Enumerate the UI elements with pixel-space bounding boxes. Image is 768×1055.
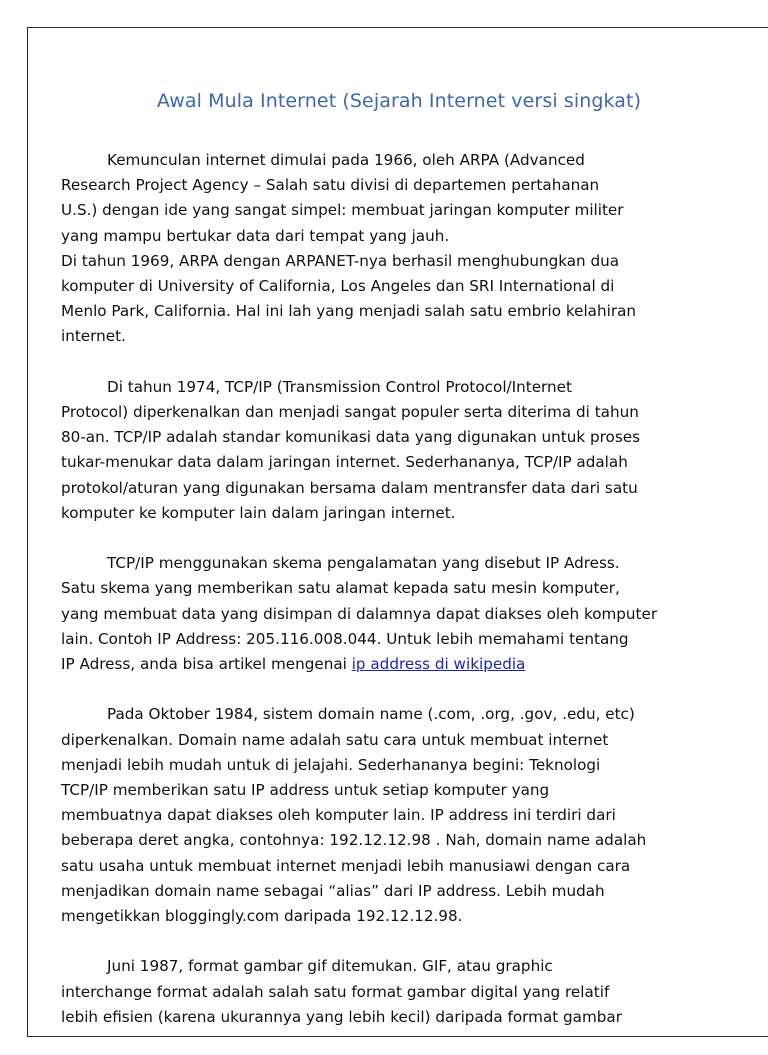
paragraph-tcpip <box>61 375 691 526</box>
text-line: Di tahun 1969, ARPA dengan ARPANET-nya berhasil menghubungkan dua <box>61 251 620 270</box>
text-line: mengetikkan bloggingly.com daripada 192.12.12.98. <box>61 907 463 926</box>
page-title: Awal Mula Internet (Sejarah Internet versi singkat) <box>156 90 642 112</box>
text-line: menjadi lebih mudah untuk di jelajahi. Sederhananya begini: Teknologi <box>61 755 601 774</box>
text-line-prefix: IP Adress, anda bisa artikel mengenai <box>61 655 352 674</box>
text-line: satu usaha untuk membuat internet menjadi lebih manusiawi dengan cara <box>61 856 631 875</box>
text-line: diperkenalkan. Domain name adalah satu cara untuk membuat internet <box>61 730 609 749</box>
text-line: interchange format adalah salah satu format gambar digital yang relatif <box>61 982 610 1001</box>
text-line: Juni 1987, format gambar gif ditemukan. GIF, atau graphic <box>107 957 553 976</box>
text-line: Menlo Park, California. Hal ini lah yang menjadi salah satu embrio kelahiran <box>61 302 637 321</box>
text-line: 80-an. TCP/IP adalah standar komunikasi data yang digunakan untuk proses <box>61 428 641 447</box>
text-line: TCP/IP memberikan satu IP address untuk setiap komputer yang <box>61 781 550 800</box>
wikipedia-link[interactable]: ip address di wikipedia <box>351 655 526 674</box>
text-line: beberapa deret angka, contohnya: 192.12.12.98 . Nah, domain name adalah <box>61 831 647 850</box>
text-line: komputer ke komputer lain dalam jaringan internet. <box>61 503 456 522</box>
text-line: Satu skema yang memberikan satu alamat kepada satu mesin komputer, <box>61 579 620 598</box>
text-line: Pada Oktober 1984, sistem domain name (.com, .org, .gov, .edu, etc) <box>107 705 635 724</box>
text-line: Di tahun 1974, TCP/IP (Transmission Control Protocol/Internet <box>107 377 572 396</box>
document-body <box>61 148 691 1055</box>
text-line <box>61 652 691 677</box>
text-line: lain. Contoh IP Address: 205.116.008.044. Untuk lebih memahami tentang <box>61 629 629 648</box>
text-line: Kemunculan internet dimulai pada 1966, oleh ARPA (Advanced <box>107 151 585 169</box>
text-line: protokol/aturan yang digunakan bersama dalam mentransfer data dari satu <box>61 478 638 497</box>
text-line: menjadikan domain name sebagai “alias” dari IP address. Lebih mudah <box>61 881 605 900</box>
text-line: internet. <box>61 327 126 346</box>
text-line: yang membuat data yang disimpan di dalamnya dapat diakses oleh komputer <box>61 604 658 623</box>
paragraph-domain-name <box>61 702 691 929</box>
paragraph-ip-address <box>61 551 691 677</box>
text-line: Research Project Agency – Salah satu divisi di departemen pertahanan <box>61 176 600 195</box>
text-line: U.S.) dengan ide yang sangat simpel: membuat jaringan komputer militer <box>61 201 624 220</box>
text-line: tukar-menukar data dalam jaringan internet. Sederhananya, TCP/IP adalah <box>61 453 628 472</box>
text-line: yang mampu bertukar data dari tempat yang jauh. <box>61 226 450 245</box>
paragraph-gif <box>61 954 691 1030</box>
text-line: membuatnya dapat diakses oleh komputer lain. IP address ini terdiri dari <box>61 806 616 825</box>
text-line: lebih efisien (karena ukurannya yang lebih kecil) daripada format gambar <box>61 1007 622 1026</box>
text-line: Protocol) diperkenalkan dan menjadi sangat populer serta diterima di tahun <box>61 403 639 422</box>
document-page <box>27 27 768 1037</box>
text-line: komputer di University of California, Los Angeles dan SRI International di <box>61 277 615 296</box>
text-line: TCP/IP menggunakan skema pengalamatan yang disebut IP Adress. <box>107 554 620 573</box>
paragraph-arpa <box>61 148 691 350</box>
